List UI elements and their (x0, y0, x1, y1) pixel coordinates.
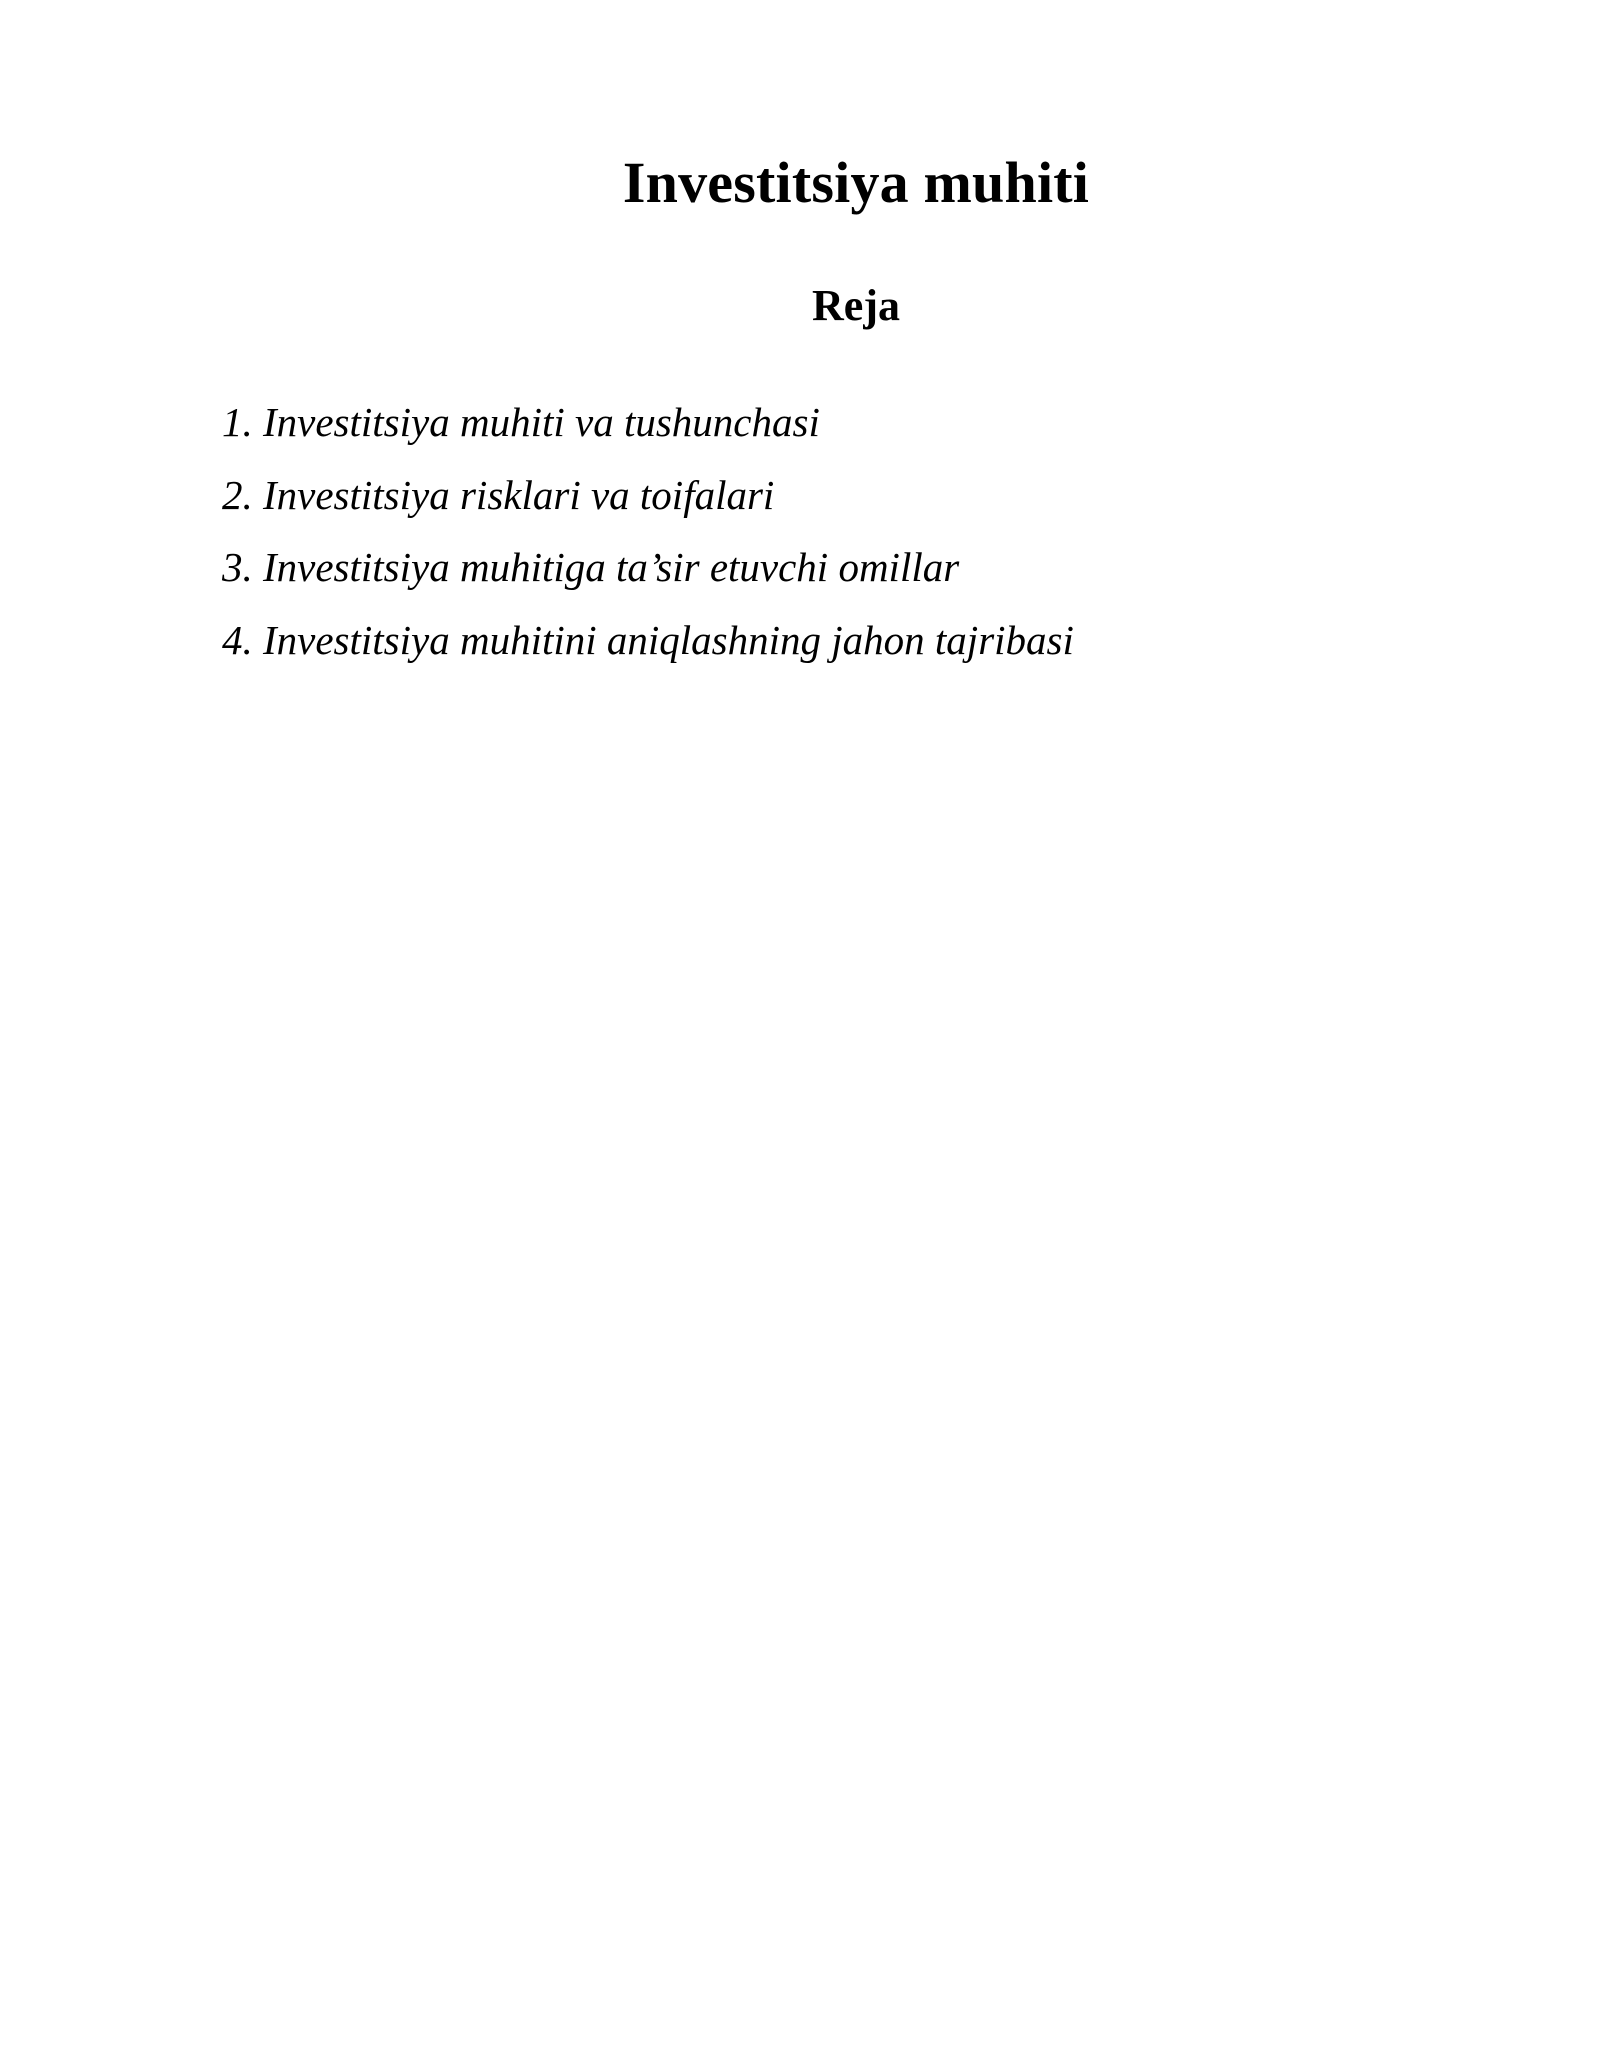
plan-heading: Reja (812, 281, 900, 330)
plan-item-4: 4. Investitsiya muhitini aniqlashning jahon tajribasi (222, 616, 1074, 663)
plan-item-3: 3. Investitsiya muhitiga ta’sir etuvchi omillar (222, 544, 960, 590)
page-title: Investitsiya muhiti (622, 150, 1090, 215)
plan-item-2: 2. Investitsiya risklari va toifalari (222, 471, 775, 518)
plan-list (222, 386, 1074, 676)
plan-item-1: 1. Investitsiya muhiti va tushunchasi (222, 399, 820, 445)
